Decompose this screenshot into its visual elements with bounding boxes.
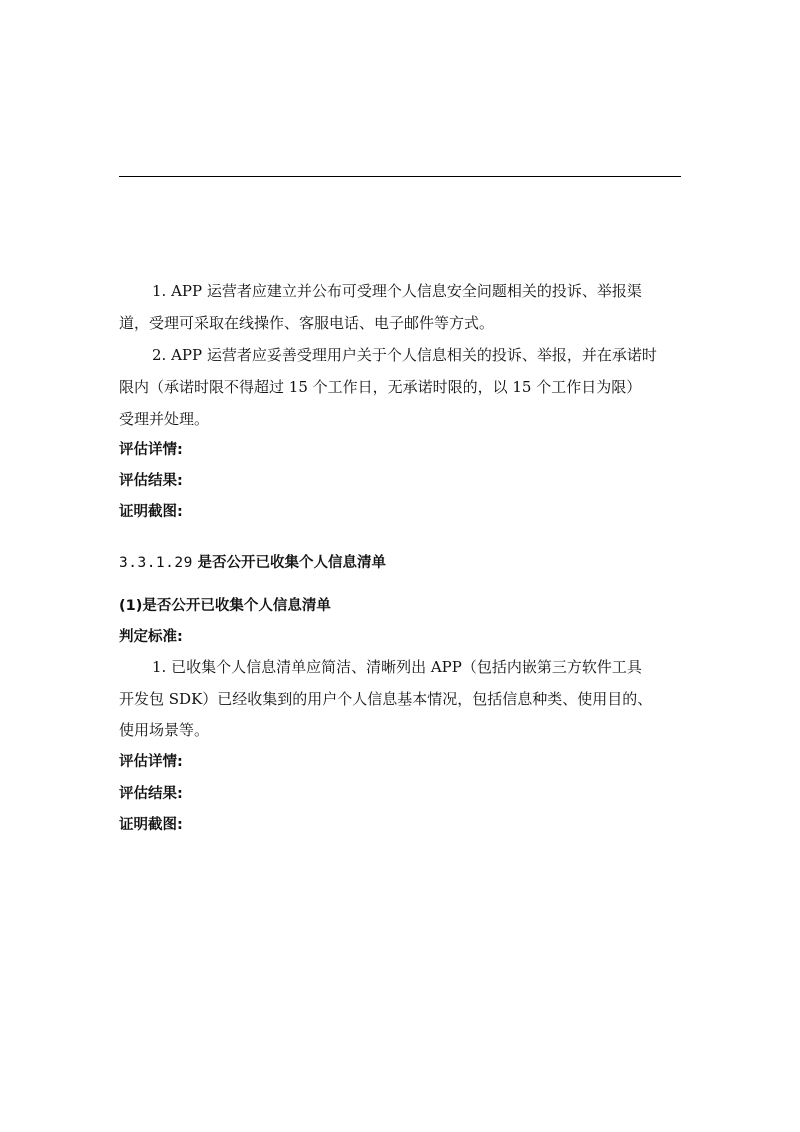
s1-item2-line2: 限内（承诺时限不得超过 15 个工作日，无承诺时限的，以 15 个工作日为限） [119,378,642,396]
s1-item1-line1: 1. APP 运营者应建立并公布可受理个人信息安全问题相关的投诉、举报渠 [152,282,642,300]
s1-result-label: 评估结果: [119,473,183,489]
section-title: 是否公开已收集个人信息清单 [197,555,386,571]
s1-details-label: 评估详情: [119,442,183,458]
s2-item1-line3: 使用场景等。 [119,721,210,739]
s1-item1-line2: 道，受理可采取在线操作、客服电话、电子邮件等方式。 [119,314,495,332]
s1-item2-line1: 2. APP 运营者应妥善受理用户关于个人信息相关的投诉、举报，并在承诺时 [152,346,657,364]
s2-item1-line1: 1. 已收集个人信息清单应简洁、清晰列出 APP（包括内嵌第三方软件工具 [152,658,642,676]
s2-item1-line2: 开发包 SDK）已经收集到的用户个人信息基本情况，包括信息种类、使用目的、 [119,690,653,708]
header-rule [119,176,681,177]
s2-result-label: 评估结果: [119,786,183,802]
s1-item2-line3: 受理并处理。 [119,410,210,428]
s2-details-label: 评估详情: [119,754,183,770]
section-number: 3.3.1.29 [119,555,193,571]
section-heading [119,553,386,573]
criteria-label: 判定标准: [119,629,183,645]
s2-screenshot-label: 证明截图: [119,817,183,833]
s1-screenshot-label: 证明截图: [119,504,183,520]
subsection-heading: (1)是否公开已收集个人信息清单 [119,598,331,614]
